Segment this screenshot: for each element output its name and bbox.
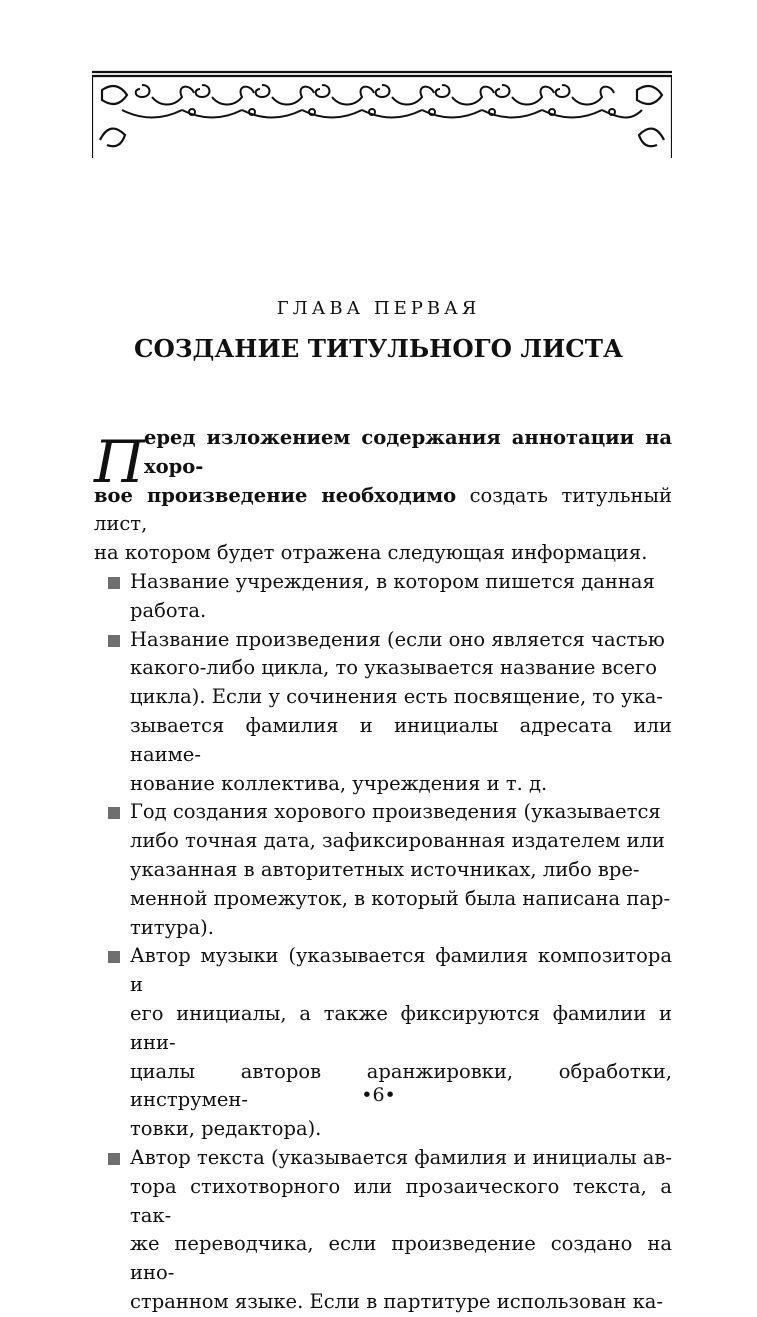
chapter-title: СОЗДАНИЕ ТИТУЛЬНОГО ЛИСТА [134, 334, 623, 363]
list-item-line: работа. [130, 598, 207, 622]
list-item-line: нование коллектива, учреждения и т. д. [130, 771, 548, 795]
list-item-line: титура). [130, 915, 214, 939]
page-number: •6• [361, 1084, 396, 1106]
list-item-line: какого-либо цикла, то указывается название всего [130, 656, 657, 680]
list-item-line: зывается фамилия и инициалы адресата или наиме- [130, 713, 672, 766]
body-text [94, 424, 672, 1317]
square-bullet-icon [108, 577, 120, 589]
list-item-line: Название произведения (если оно является частью [130, 627, 665, 651]
intro-line-2-bold: вое произведение необходимо [94, 483, 457, 507]
info-list [94, 568, 672, 1317]
list-item [94, 1144, 672, 1317]
square-bullet-icon [108, 807, 120, 819]
chapter-label: ГЛАВА ПЕРВАЯ [276, 298, 481, 319]
intro-paragraph [94, 424, 672, 568]
list-item-line: Год создания хорового произведения (указывается [130, 800, 661, 824]
list-item-line: товки, редактора). [130, 1117, 322, 1141]
square-bullet-icon [108, 635, 120, 647]
list-item-line: менной промежуток, в который была написана пар- [130, 886, 671, 910]
list-item-line: Автор музыки (указывается фамилия композитора и [130, 944, 672, 997]
list-item-line: Название учреждения, в котором пишется данная [130, 569, 655, 593]
list-item-line: же переводчика, если произведение создано на ино- [130, 1232, 672, 1285]
list-item-line: тора стихотворного или прозаического текста, а так- [130, 1174, 672, 1227]
decorative-border-icon [92, 70, 672, 160]
list-item [94, 568, 672, 626]
intro-line-2-rest: создать титульный лист, [94, 483, 673, 536]
intro-line-3: на котором будет отражена следующая информация. [94, 541, 648, 565]
list-item-line: цикла). Если у сочинения есть посвящение, то ука- [130, 685, 663, 709]
intro-line-1: еред изложением содержания аннотации на хоро- [144, 426, 672, 478]
list-item [94, 626, 672, 799]
list-item-line: странном языке. Если в партитуре использован ка- [130, 1289, 664, 1313]
drop-cap: П [94, 427, 145, 496]
list-item [94, 798, 672, 942]
list-item-line: Автор текста (указывается фамилия и инициалы ав- [130, 1145, 672, 1169]
square-bullet-icon [108, 1153, 120, 1165]
list-item-line: циалы авторов аранжировки, обработки, инструмен- [130, 1059, 672, 1112]
list-item-line: указанная в авторитетных источниках, либо вре- [130, 857, 640, 881]
list-item-line: его инициалы, а также фиксируются фамилии и ини- [130, 1001, 672, 1054]
square-bullet-icon [108, 951, 120, 963]
list-item-line: либо точная дата, зафиксированная издателем или [130, 829, 665, 853]
list-item [94, 942, 672, 1144]
